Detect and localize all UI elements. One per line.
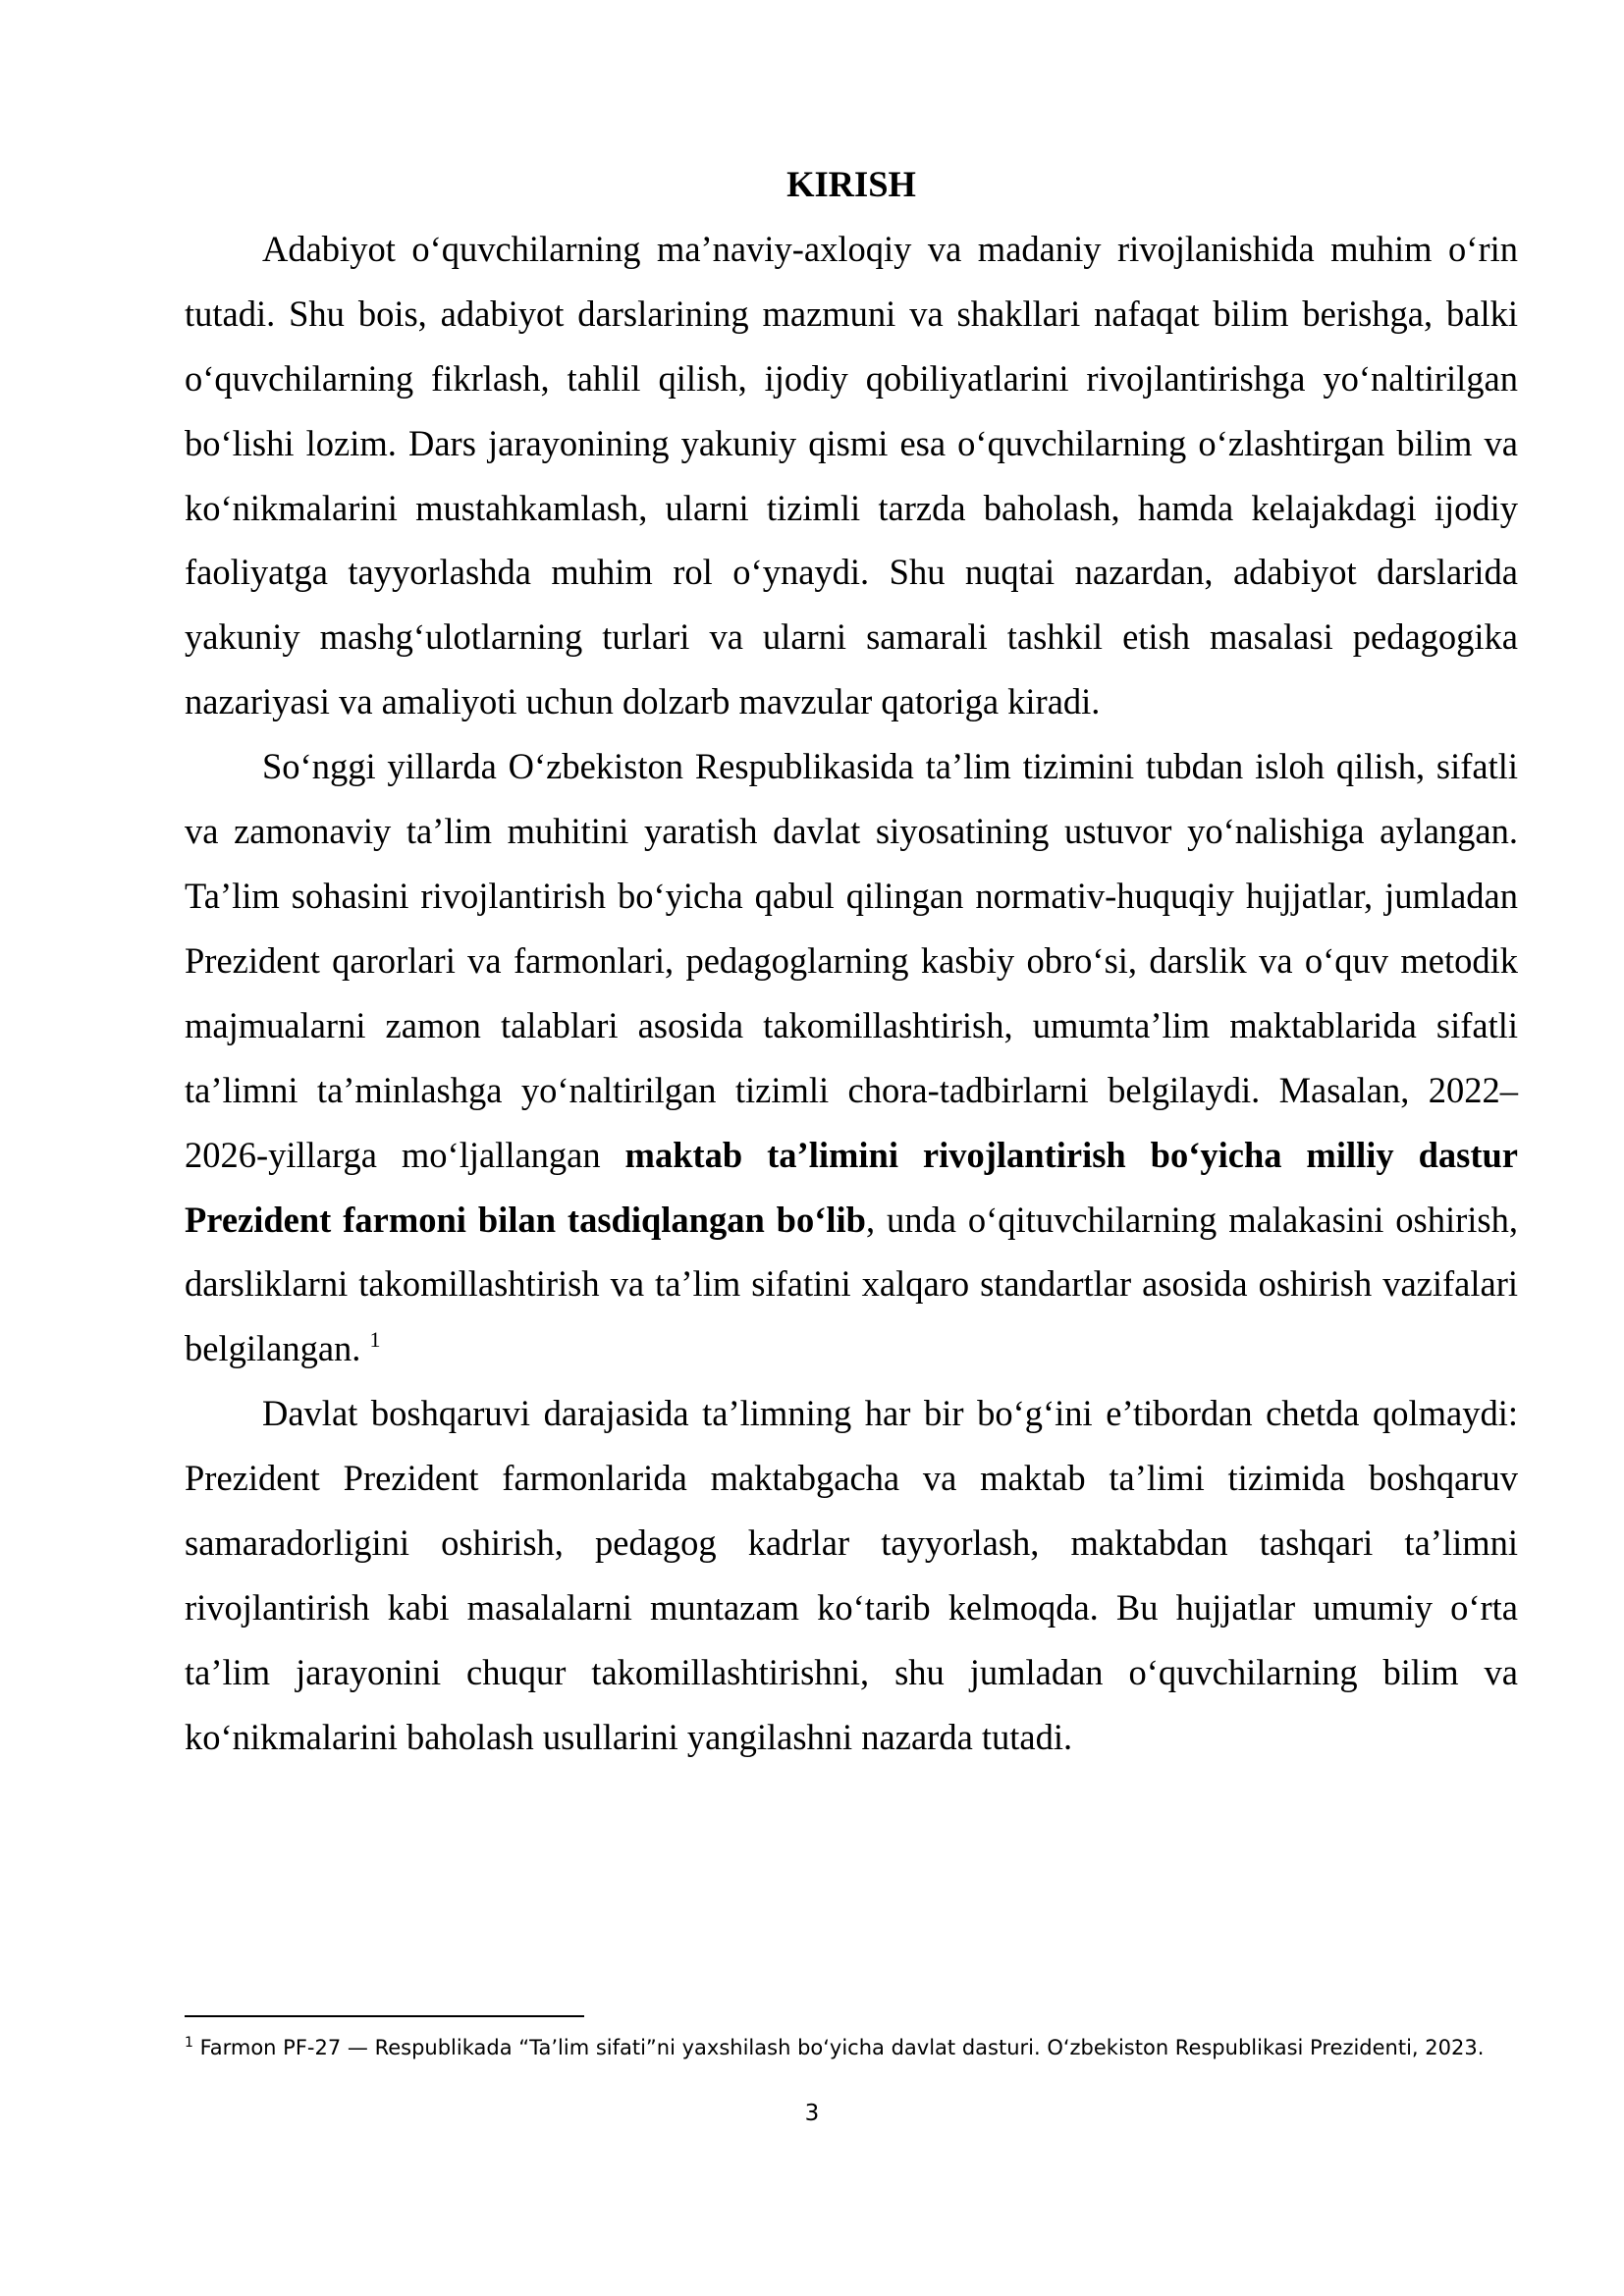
- main-text: [185, 152, 1518, 1770]
- paragraph-2-text-start: So‘nggi yillarda O‘zbekiston Respublikasida ta’lim tizimini tubdan isloh qilish, sifatli va zamonaviy ta’lim muhitini yaratish davlat siyosatining ustuvor yo‘nalishiga aylangan. Ta’lim sohasini rivojlantirish bo‘yicha qabul qilingan normativ-huquqiy hujjatlar, jumladan Prezident qarorlari va farmonlari, pedagoglarning kasbiy obro‘si, darslik va o‘quv metodik majmualarni zamon talablari asosida takomillashtirish, umumta’lim maktablarida sifatli ta’limni ta’minlashga yo‘naltirilgan tizimli chora-tadbirlarni belgilaydi. Masalan, 2022–2026-yillarga mo‘ljallangan: [185, 746, 1518, 1175]
- page-number: 3: [804, 2101, 820, 2126]
- paragraph-1: Adabiyot o‘quvchilarning ma’naviy-axloqiy va madaniy rivojlanishida muhim o‘rin tutadi. Shu bois, adabiyot darslarining mazmuni va shakllari nafaqat bilim berishga, balki o‘quvchilarning fikrlash, tahlil qilish, ijodiy qobiliyatlarini rivojlantirishga yo‘naltirilgan bo‘lishi lozim. Dars jarayonining yakuniy qismi esa o‘quvchilarning o‘zlashtirgan bilim va ko‘nikmalarini mustahkamlash, ularni tizimli tarzda baholash, hamda kelajakdagi ijodiy faoliyatga tayyorlashda muhim rol o‘ynaydi. Shu nuqtai nazardan, adabiyot darslarida yakuniy mashg‘ulotlarning turlari va ularni samarali tashkil etish masalasi pedagogika nazariyasi va amaliyoti uchun dolzarb mavzular qatoriga kiradi.: [185, 228, 1518, 722]
- paragraph-2: [185, 734, 1518, 1381]
- footnote-reference[interactable]: 1: [369, 1327, 381, 1353]
- section-heading: KIRISH: [786, 164, 916, 204]
- footnote-separator: [185, 2015, 584, 2017]
- paragraph-3: Davlat boshqaruvi darajasida ta’limning har bir bo‘g‘ini e’tibordan chetda qolmaydi: Prezident Prezident farmonlarida maktabgacha va maktab ta’limi tizimida boshqaruv samaradorligini oshirish, pedagog kadrlar tayyorlash, maktabdan tashqari ta’limni rivojlantirish kabi masalalarni muntazam ko‘tarib kelmoqda. Bu hujjatlar umumiy o‘rta ta’lim jarayonini chuqur takomillashtirishni, shu jumladan o‘quvchilarning bilim va ko‘nikmalarini baholash usullarini yangilashni nazarda tutadi.: [185, 1393, 1518, 1757]
- footnote-text: Farmon PF-27 — Respublikada “Ta’lim sifati”ni yaxshilash bo‘yicha davlat dasturi. O‘zbekiston Respublikasi Prezidenti, 2023.: [192, 2036, 1485, 2059]
- footnote: [185, 2032, 1518, 2064]
- paragraph-2-bold-text: maktab ta’limini rivojlantirish bo‘yicha milliy dastur Prezident farmoni bilan tasdiqlangan bo‘lib: [185, 1134, 1518, 1240]
- footnote-number: 1: [185, 2035, 193, 2051]
- paragraph-2-text-end: , unda o‘qituvchilarning malakasini oshirish, darsliklarni takomillashtirish va ta’lim sifatini xalqaro standartlar asosida oshirish vazifalari belgilangan.: [185, 1199, 1518, 1369]
